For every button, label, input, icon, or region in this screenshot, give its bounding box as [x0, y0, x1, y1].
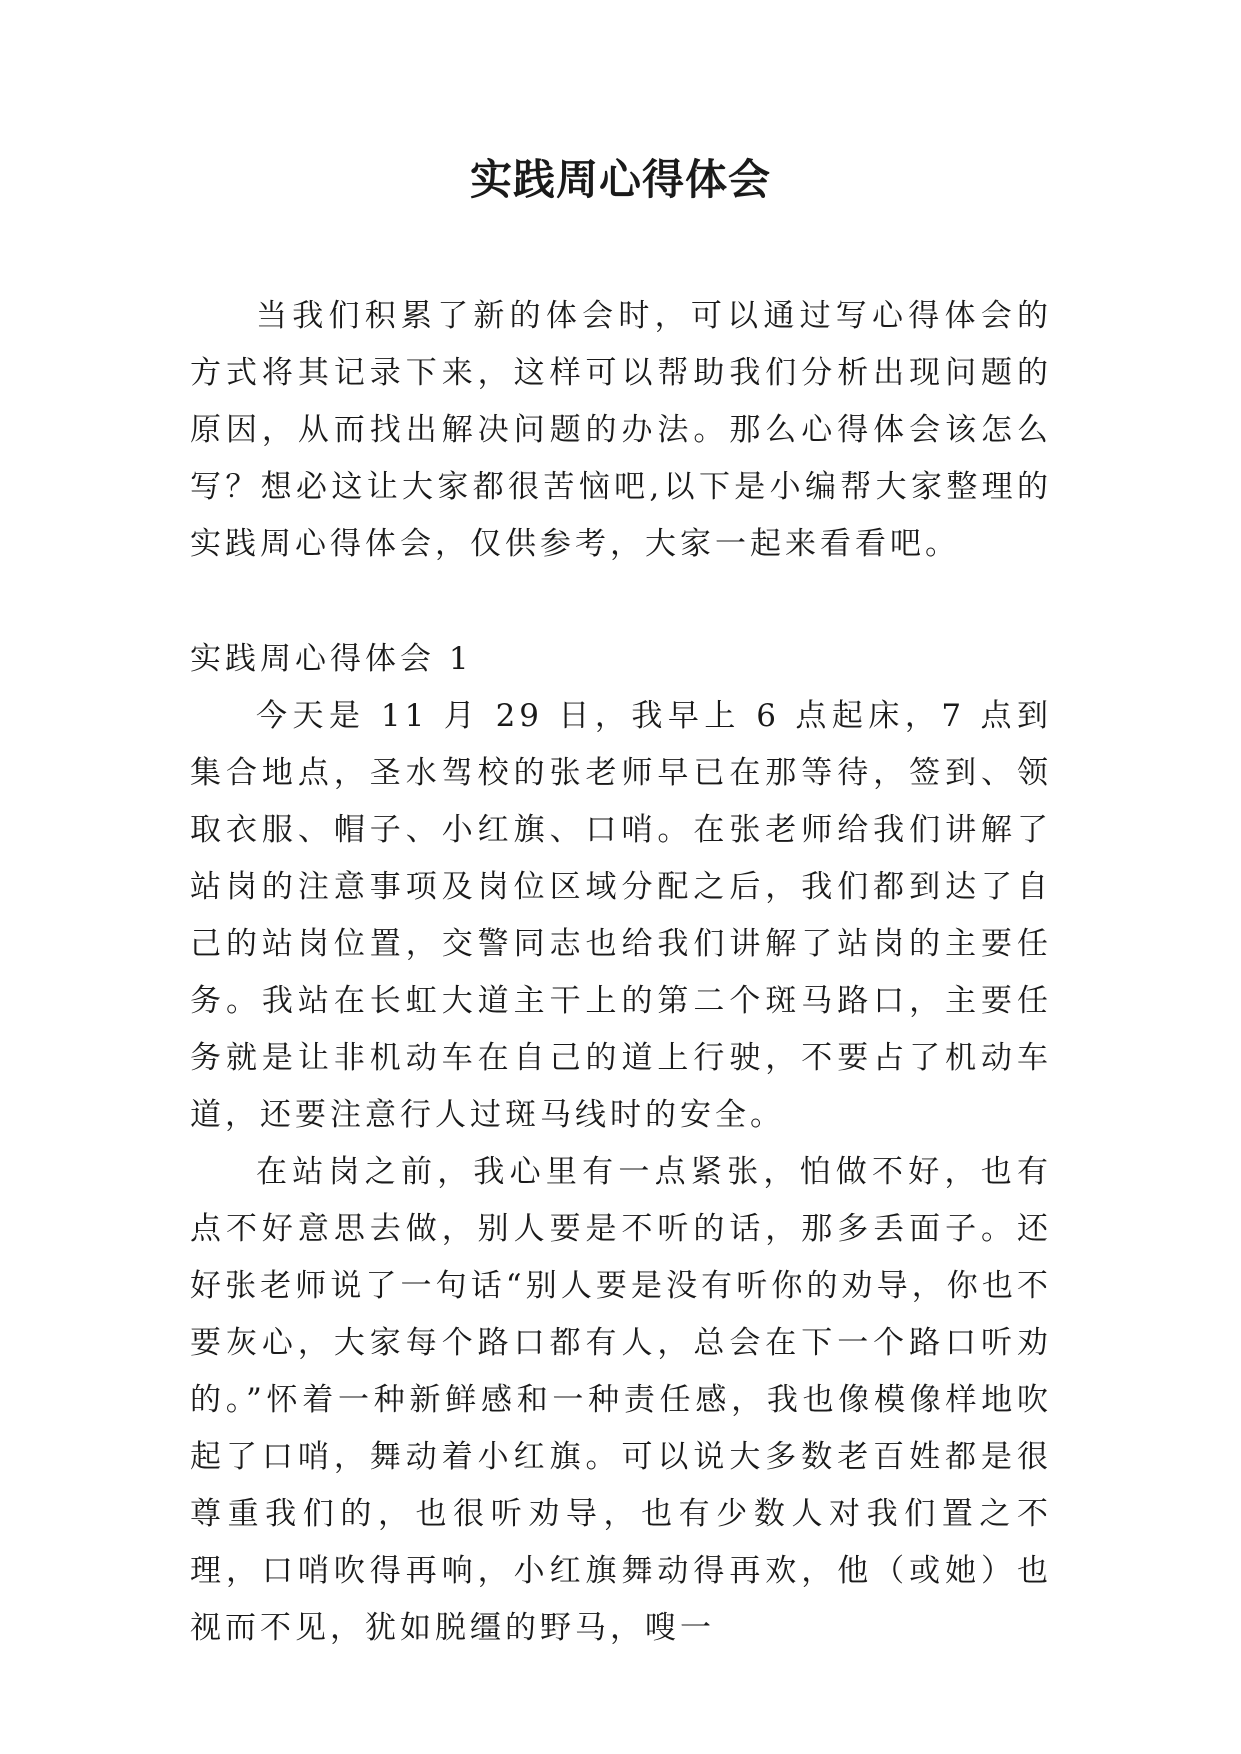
document-title: 实践周心得体会 [469, 155, 771, 204]
document-body [190, 288, 1052, 1657]
intro-paragraph: 当我们积累了新的体会时，可以通过写心得体会的方式将其记录下来，这样可以帮助我们分析出现问题的原因，从而找出解决问题的办法。那么心得体会该怎么写？想必这让大家都很苦恼吧,以下是小编帮大家整理的实践周心得体会，仅供参考，大家一起来看看吧。 [190, 298, 1052, 562]
section-heading: 实践周心得体会 1 [190, 641, 473, 677]
body-paragraph-2: 在站岗之前，我心里有一点紧张，怕做不好，也有点不好意思去做，别人要是不听的话，那多丢面子。还好张老师说了一句话“别人要是没有听你的劝导，你也不要灰心，大家每个路口都有人，总会在下一个路口听劝的。”怀着一种新鲜感和一种责任感，我也像模像样地吹起了口哨，舞动着小红旗。可以说大多数老百姓都是很尊重我们的，也很听劝导，也有少数人对我们置之不理，口哨吹得再响，小红旗舞动得再欢，他（或她）也视而不见，犹如脱缰的野马，嗖一 [190, 1154, 1052, 1646]
body-paragraph-1: 今天是 11 月 29 日，我早上 6 点起床，7 点到集合地点，圣水驾校的张老师早已在那等待，签到、领取衣服、帽子、小红旗、口哨。在张老师给我们讲解了站岗的注意事项及岗位区域分配之后，我们都到达了自己的站岗位置，交警同志也给我们讲解了站岗的主要任务。我站在长虹大道主干上的第二个斑马路口，主要任务就是让非机动车在自己的道上行驶，不要占了机动车道，还要注意行人过斑马线时的安全。 [190, 698, 1052, 1133]
